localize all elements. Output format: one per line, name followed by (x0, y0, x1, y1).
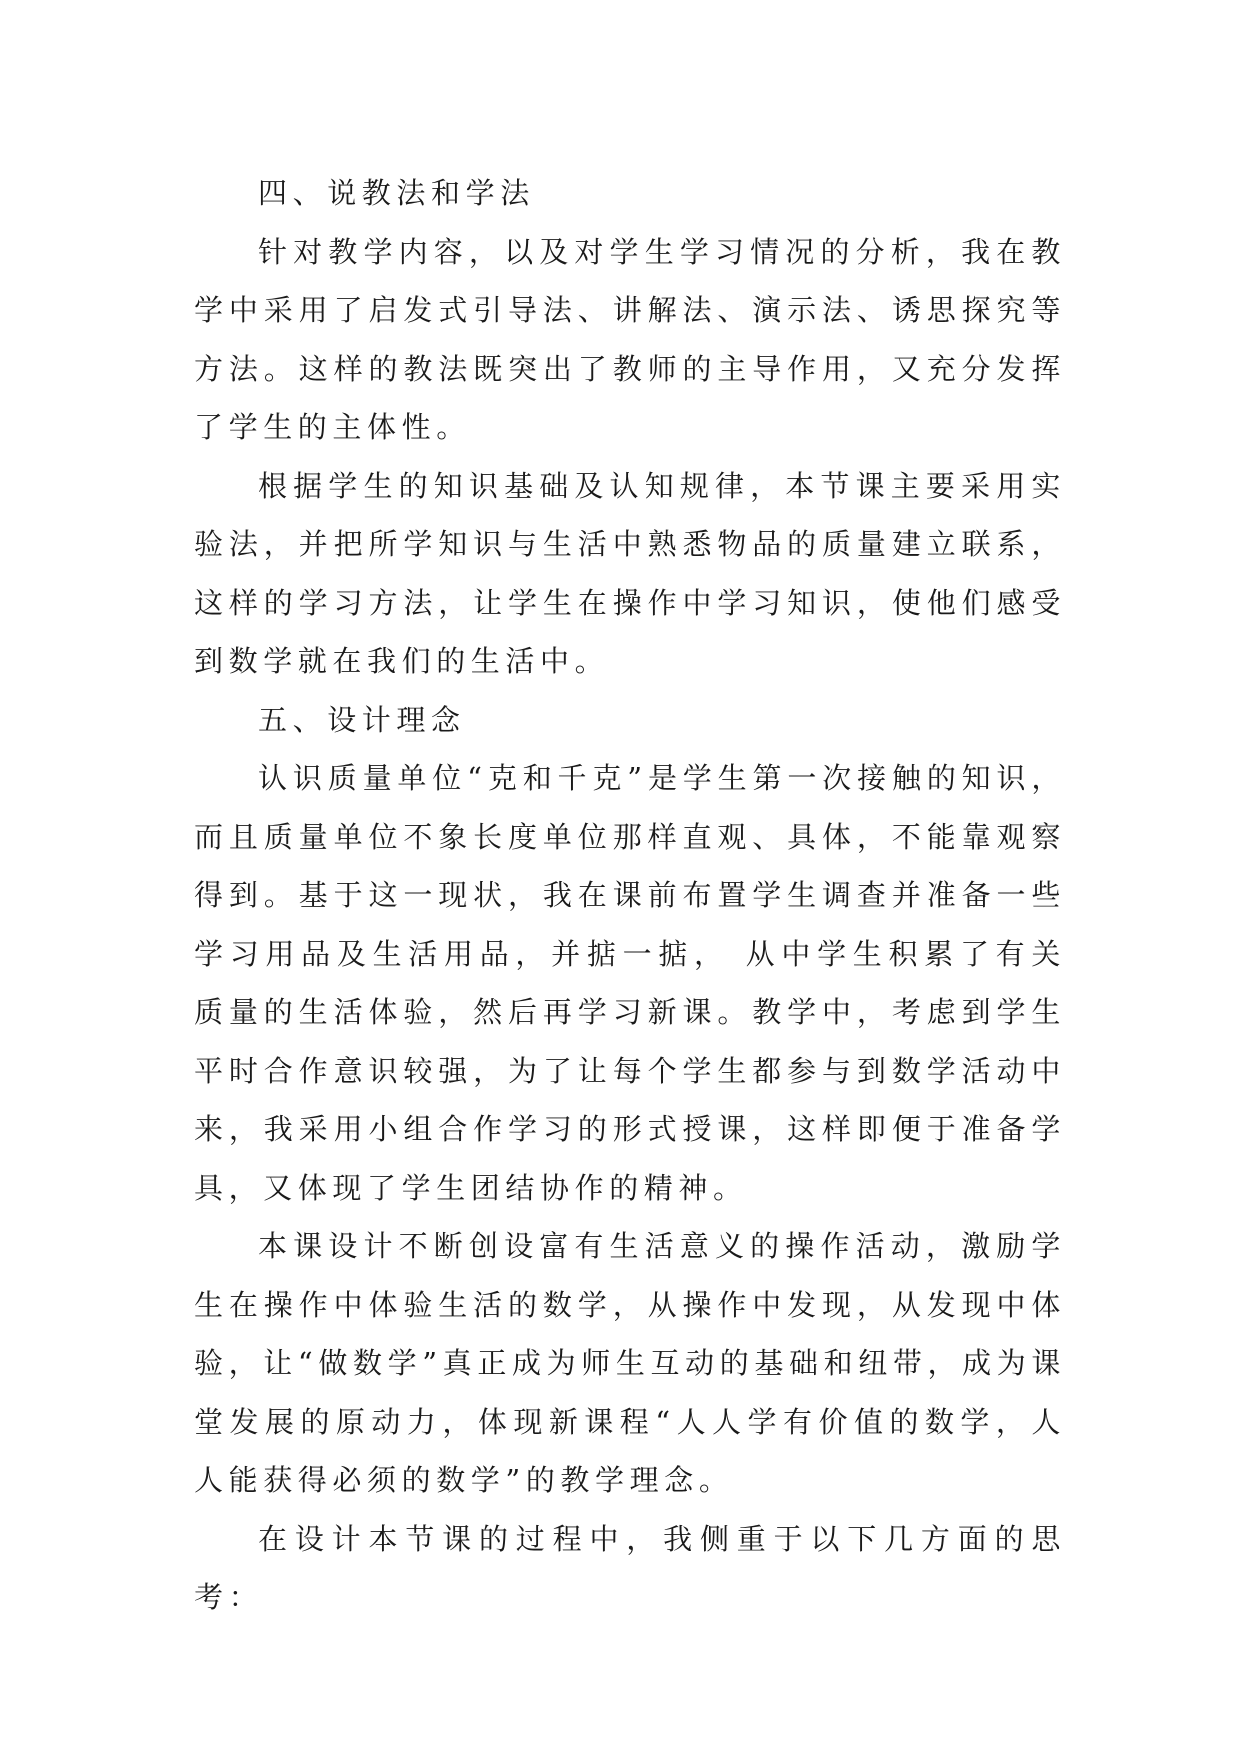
paragraph-design-concept-2: 本课设计不断创设富有生活意义的操作活动，激励学生在操作中体验生活的数学，从操作中发现，从发现中体验，让“做数学”真正成为师生互动的基础和纽带，成为课堂发展的原动力，体现新课程“人人学有价值的数学，人人能获得必须的数学”的教学理念。 (194, 1229, 1066, 1497)
paragraph-design-concept-1: 认识质量单位“克和千克”是学生第一次接触的知识，而且质量单位不象长度单位那样直观、具体，不能靠观察得到。基于这一现状，我在课前布置学生调查并准备一些学习用品及生活用品，并掂一掂， 从中学生积累了有关质量的生活体验，然后再学习新课。教学中，考虑到学生平时合作意识较强，为了让每个学生都参与到数学活动中来，我采用小组合作学习的形式授课，这样即便于准备学具，又体现了学生团结协作的精神。 (194, 761, 1066, 1205)
paragraph-teaching-methods: 针对教学内容，以及对学生学习情况的分析，我在教学中采用了启发式引导法、讲解法、演示法、诱思探究等方法。这样的教法既突出了教师的主导作用，又充分发挥了学生的主体性。 (194, 234, 1066, 444)
heading-design-concept: 五、设计理念 (258, 702, 466, 737)
paragraph-design-thinking: 在设计本节课的过程中，我侧重于以下几方面的思考： (194, 1521, 1066, 1614)
document-body (194, 164, 1066, 1627)
paragraph-learning-methods: 根据学生的知识基础及认知规律，本节课主要采用实验法，并把所学知识与生活中熟悉物品的质量建立联系，这样的学习方法，让学生在操作中学习知识，使他们感受到数学就在我们的生活中。 (194, 468, 1066, 678)
heading-teaching-methods: 四、说教法和学法 (258, 176, 535, 210)
